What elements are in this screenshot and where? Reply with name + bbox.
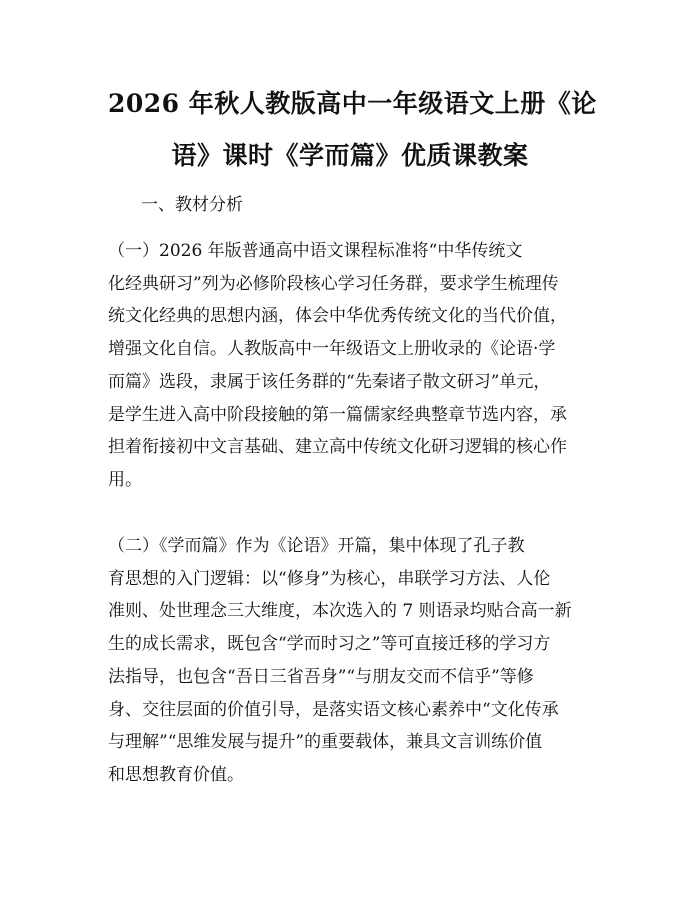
paragraph-2 bbox=[108, 530, 608, 792]
paragraph-2-line: 法指导，也包含“吾日三省吾身”“与朋友交而不信乎”等修 bbox=[108, 666, 534, 687]
paragraph-1-line: 增强文化自信。人教版高中一年级语文上册收录的《论语·学 bbox=[108, 339, 556, 360]
title-line-1: 2026 年秋人教版高中一年级语文上册《论 bbox=[108, 89, 597, 118]
paragraph-2-line: 和思想教育价值。 bbox=[108, 764, 244, 785]
paragraph-1-line: 而篇》选段，隶属于该任务群的“先秦诸子散文研习”单元， bbox=[108, 371, 551, 392]
paragraph-2-line: 与理解”“思维发展与提升”的重要载体，兼具文言训练价值 bbox=[108, 732, 543, 753]
paragraph-2-line: 育思想的入门逻辑：以“修身”为核心，串联学习方法、人伦 bbox=[108, 568, 551, 589]
title-line-2: 语》课时《学而篇》优质课教案 bbox=[171, 141, 529, 170]
paragraph-1-line: 用。 bbox=[108, 469, 142, 490]
paragraph-2-line: （二）《学而篇》作为《论语》开篇，集中体现了孔子教 bbox=[108, 536, 525, 556]
paragraph-1-line: 统文化经典的思想内涵，体会中华优秀传统文化的当代价值， bbox=[108, 306, 567, 327]
paragraph-1-line: 化经典研习”列为必修阶段核心学习任务群，要求学生梳理传 bbox=[108, 273, 559, 294]
section-heading: 一、教材分析 bbox=[141, 195, 243, 215]
paragraph-2-line: 身、交往层面的价值引导，是落实语文核心素养中“文化传承 bbox=[108, 699, 559, 720]
paragraph-1 bbox=[108, 235, 608, 497]
document-title bbox=[108, 78, 597, 182]
paragraph-1-line: 担着衔接初中文言基础、建立高中传统文化研习逻辑的核心作 bbox=[108, 437, 567, 458]
paragraph-1-line: （一）2026 年版普通高中语文课程标准将“中华传统文 bbox=[108, 241, 523, 261]
paragraph-2-line: 生的成长需求，既包含“学而时习之”等可直接迁移的学习方 bbox=[108, 634, 551, 655]
paragraph-1-line: 是学生进入高中阶段接触的第一篇儒家经典整章节选内容，承 bbox=[108, 404, 567, 425]
paragraph-2-line: 准则、处世理念三大维度，本次选入的 7 则语录均贴合高一新 bbox=[108, 601, 572, 622]
